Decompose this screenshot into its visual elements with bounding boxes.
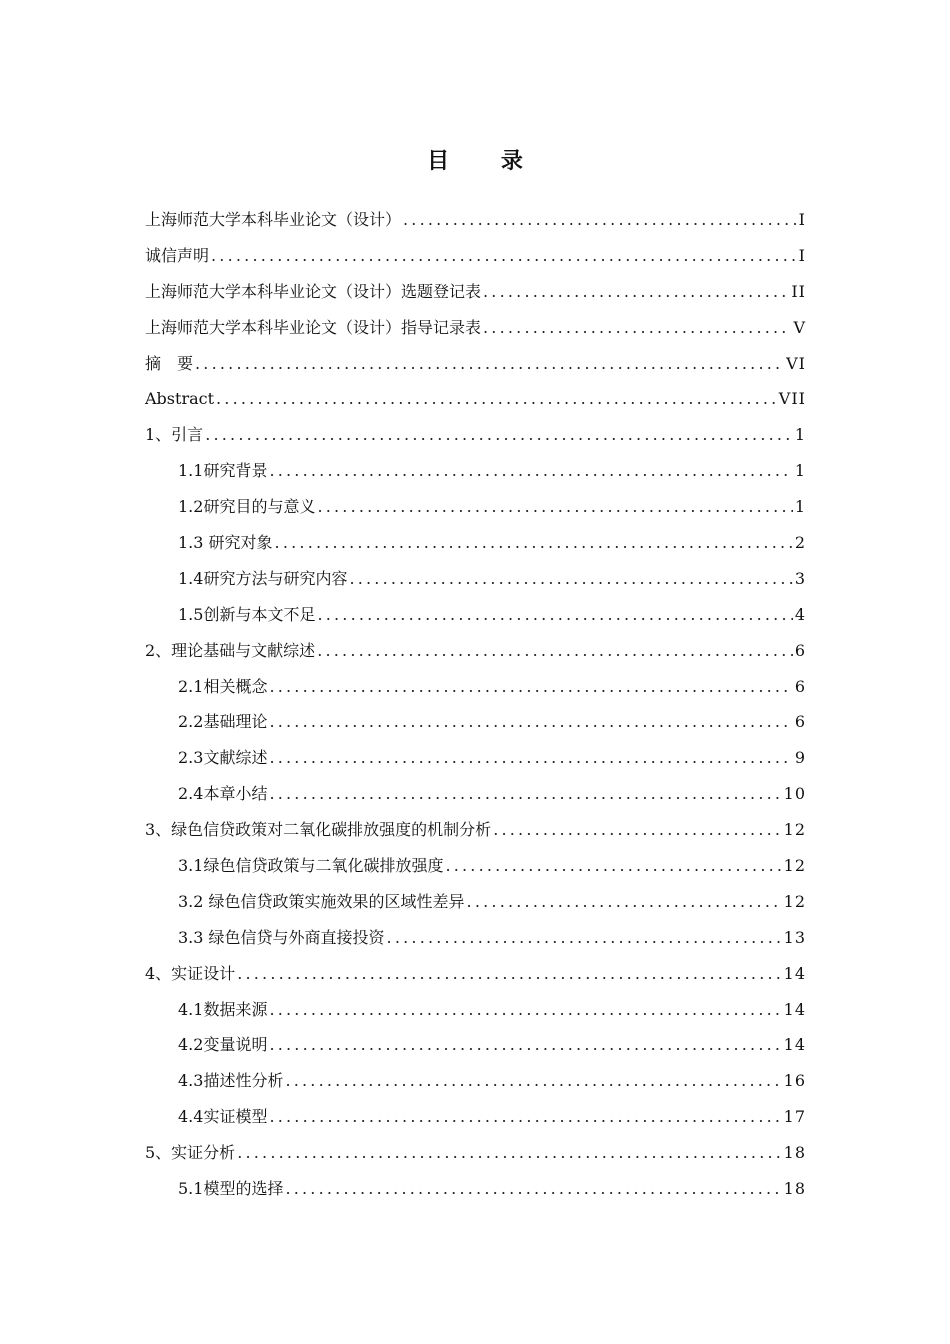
toc-dot-leader (483, 318, 791, 338)
toc-dot-leader (216, 389, 777, 409)
toc-entry-page-number: I (798, 245, 806, 265)
toc-entry[interactable] (145, 964, 806, 1000)
toc-entry[interactable] (145, 318, 806, 354)
toc-entry-page-number: 12 (783, 891, 806, 911)
toc-entry-label: 1、引言 (145, 425, 204, 445)
toc-entry-label: 上海师范大学本科毕业论文（设计）选题登记表 (145, 281, 482, 301)
toc-dot-leader (211, 246, 797, 266)
toc-entry[interactable] (145, 856, 806, 892)
toc-entry[interactable] (145, 784, 806, 820)
toc-dot-leader (483, 282, 789, 302)
toc-entry-label: 1.5创新与本文不足 (178, 604, 316, 624)
toc-entry-label: 5、实证分析 (145, 1143, 236, 1163)
toc-entry-label: 3、绿色信贷政策对二氧化碳排放强度的机制分析 (145, 820, 492, 840)
toc-dot-leader (269, 784, 781, 804)
toc-entry-label: 1.3 研究对象 (178, 533, 273, 553)
toc-dot-leader (467, 892, 782, 912)
toc-entry-page-number: 1 (794, 461, 806, 481)
toc-entry-page-number: 18 (783, 1143, 806, 1163)
toc-entry-label: 诚信声明 (145, 245, 210, 265)
toc-entry-page-number: 10 (783, 784, 806, 804)
toc-entry-label: 4、实证设计 (145, 963, 236, 983)
toc-dot-leader (237, 1143, 781, 1163)
toc-entry[interactable] (145, 1071, 806, 1107)
toc-entry[interactable] (145, 1143, 806, 1179)
toc-entry-label: 1.1研究背景 (178, 461, 268, 481)
toc-entry-label: 2.1相关概念 (178, 676, 268, 696)
toc-dot-leader (493, 820, 781, 840)
toc-entry-page-number: 6 (794, 676, 806, 696)
toc-entry-page-number: 14 (783, 999, 806, 1019)
toc-dot-leader (349, 569, 792, 589)
toc-dot-leader (269, 1107, 781, 1127)
toc-dot-leader (269, 461, 792, 481)
toc-dot-leader (269, 1000, 781, 1020)
toc-dot-leader (317, 605, 792, 625)
toc-entry-page-number: 13 (783, 927, 806, 947)
toc-entry[interactable] (145, 497, 806, 533)
toc-entry-page-number: 17 (783, 1107, 806, 1127)
toc-entry-page-number: 14 (783, 1035, 806, 1055)
toc-dot-leader (269, 1035, 781, 1055)
toc-entry-label: 4.4实证模型 (178, 1107, 268, 1127)
toc-entry-label: 上海师范大学本科毕业论文（设计） (145, 210, 402, 229)
toc-entry-page-number: V (793, 317, 806, 337)
toc-entry-page-number: 9 (794, 748, 806, 768)
toc-entry-page-number: 1 (794, 497, 806, 517)
toc-dot-leader (285, 1179, 781, 1199)
toc-entry-label: 3.3 绿色信贷与外商直接投资 (178, 927, 385, 947)
toc-entry-label: 2.3文献综述 (178, 748, 268, 768)
toc-entry-page-number: 1 (794, 425, 806, 445)
toc-entry-label: 上海师范大学本科毕业论文（设计）指导记录表 (145, 317, 482, 337)
toc-entry-page-number: 4 (794, 604, 806, 624)
toc-entry-page-number: 12 (783, 856, 806, 876)
toc-entry-label: 4.1数据来源 (178, 999, 268, 1019)
toc-entry[interactable] (145, 712, 806, 748)
toc-entry-page-number: 2 (794, 533, 806, 553)
toc-dot-leader (269, 748, 792, 768)
toc-dot-leader (275, 533, 793, 553)
toc-entry-label: 3.2 绿色信贷政策实施效果的区域性差异 (178, 891, 465, 911)
toc-entry-label: 摘 要 (145, 353, 194, 373)
toc-dot-leader (317, 497, 792, 517)
toc-entry-page-number: VI (786, 353, 806, 373)
toc-entry-label: 2.4本章小结 (178, 784, 268, 804)
toc-entry-label: 1.4研究方法与研究内容 (178, 568, 348, 588)
toc-entry[interactable] (145, 1035, 806, 1071)
toc-entry-page-number: I (798, 210, 806, 229)
toc-dot-leader (317, 641, 793, 661)
toc-entry[interactable] (145, 246, 806, 282)
toc-entry[interactable] (145, 1000, 806, 1036)
toc-entry-label: 2、理论基础与文献综述 (145, 640, 316, 660)
toc-entry[interactable] (145, 389, 806, 425)
toc-dot-leader (403, 210, 797, 230)
toc-entry[interactable] (145, 1179, 806, 1215)
toc-entry-page-number: 18 (783, 1179, 806, 1199)
toc-entry-page-number: 14 (783, 963, 806, 983)
toc-entry[interactable] (145, 820, 806, 856)
toc-entry[interactable] (145, 210, 806, 246)
toc-entry-page-number: VII (778, 389, 806, 409)
toc-dot-leader (387, 928, 782, 948)
toc-entry-label: 1.2研究目的与意义 (178, 497, 316, 517)
toc-dot-leader (237, 964, 781, 984)
toc-entry[interactable] (145, 569, 806, 605)
toc-entry-page-number: 3 (794, 568, 806, 588)
toc-entry[interactable] (145, 425, 806, 461)
toc-entry-label: 4.2变量说明 (178, 1035, 268, 1055)
toc-dot-leader (445, 856, 781, 876)
toc-entry[interactable] (145, 1107, 806, 1143)
toc-entry-label: 3.1绿色信贷政策与二氧化碳排放强度 (178, 856, 444, 876)
toc-entry[interactable] (145, 282, 806, 318)
toc-entry[interactable] (145, 354, 806, 390)
toc-entry-label: 2.2基础理论 (178, 712, 268, 732)
toc-entry-page-number: 12 (783, 820, 806, 840)
toc-entry[interactable] (145, 892, 806, 928)
toc-entry[interactable] (145, 533, 806, 569)
toc-entry-label: 5.1模型的选择 (178, 1179, 284, 1199)
toc-entry-label: Abstract (145, 389, 215, 409)
toc-title: 目 录 (427, 148, 545, 174)
toc-entry-page-number: 6 (794, 640, 806, 660)
toc-dot-leader (205, 425, 793, 445)
toc-entry[interactable] (145, 605, 806, 641)
toc-entry[interactable] (145, 748, 806, 784)
toc-entry[interactable] (145, 928, 806, 964)
toc-entry[interactable] (145, 641, 806, 677)
toc-dot-leader (285, 1071, 781, 1091)
toc-dot-leader (269, 712, 792, 732)
toc-entry-page-number: II (791, 281, 806, 301)
toc-dot-leader (269, 677, 792, 697)
toc-entry[interactable] (145, 461, 806, 497)
toc-entry-label: 4.3描述性分析 (178, 1071, 284, 1091)
toc-entry[interactable] (145, 677, 806, 713)
toc-entry-page-number: 16 (783, 1071, 806, 1091)
toc-entry-page-number: 6 (794, 712, 806, 732)
toc-list (145, 210, 806, 1215)
toc-dot-leader (195, 354, 784, 374)
